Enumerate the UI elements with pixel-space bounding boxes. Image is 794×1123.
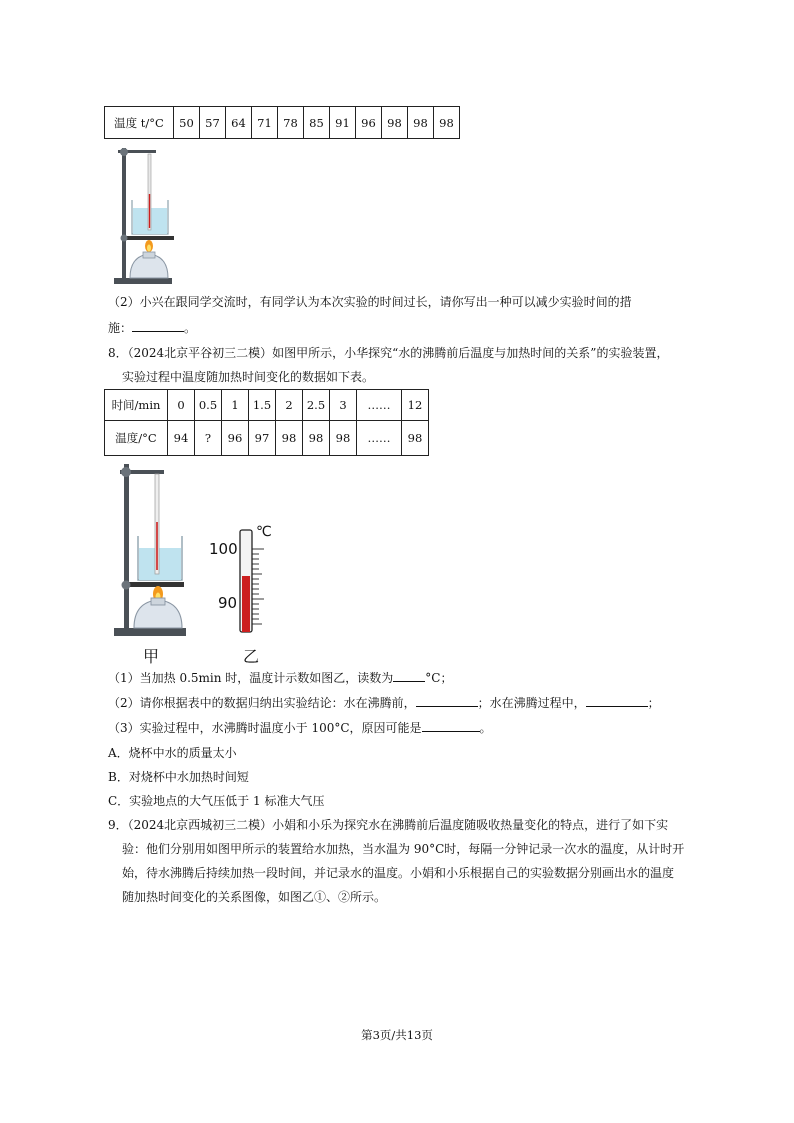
table2-cell: 98	[276, 421, 303, 456]
table1-cell: 71	[252, 107, 278, 139]
table2-cell: 98	[330, 421, 357, 456]
figure-label-jia: 甲	[143, 647, 160, 666]
table1-header: 温度 t/°C	[105, 107, 174, 139]
table1-cell: 98	[408, 107, 434, 139]
answer-blank[interactable]	[393, 669, 425, 682]
q9-line3: 始，待水沸腾后持续加热一段时间，并记录水的温度。小娟和小乐根据自己的实验数据分别画出水的温度	[122, 866, 675, 880]
q8-sub1-text: （1）当加热 0.5min 时，温度计示数如图乙，读数为	[108, 671, 394, 685]
answer-blank[interactable]	[422, 719, 480, 732]
table2-cell: 98	[402, 421, 429, 456]
thermometer-label-100: 100	[209, 540, 238, 558]
table2-cell: 2	[276, 390, 303, 421]
table1-cell: 96	[356, 107, 382, 139]
table2-row1-label: 时间/min	[105, 390, 168, 421]
figure-label-yi: 乙	[243, 647, 260, 666]
table2-cell: ……	[357, 390, 402, 421]
q9-line4: 随加热时间变化的关系图像，如图乙①、②所示。	[122, 890, 387, 904]
table1-cell: 64	[226, 107, 252, 139]
table2-cell: 1	[222, 390, 249, 421]
table2-cell: 0.5	[195, 390, 222, 421]
answer-blank[interactable]	[416, 694, 478, 707]
q8-sub3-end: 。	[479, 721, 492, 735]
table2-cell: 94	[168, 421, 195, 456]
table2-cell: 98	[303, 421, 330, 456]
q2-prev-suffix: 。	[184, 321, 197, 335]
table2-cell: 97	[249, 421, 276, 456]
table1-cell: 98	[434, 107, 460, 139]
q8-intro-line1: 8．（2024北京平谷初三二模）如图甲所示，小华探究“水的沸腾前后温度与加热时间的关系”的实验装置，	[108, 346, 669, 360]
thermometer-label-90: 90	[218, 594, 238, 612]
q8-sub3-text: （3）实验过程中，水沸腾时温度小于 100°C，原因可能是	[108, 721, 422, 735]
page-footer: 第3页/共13页	[361, 1028, 433, 1042]
answer-blank[interactable]	[586, 694, 648, 707]
time-temperature-table	[104, 389, 429, 456]
q8-sub2-text-c: ；	[647, 696, 660, 710]
q2-prev-prefix: 施：	[108, 321, 133, 335]
table2-cell: 96	[222, 421, 249, 456]
q9-line2: 验：他们分别用如图甲所示的装置给水加热，当水温为 90°C时，每隔一分钟记录一次水的温度，从计时开	[122, 842, 685, 856]
q8-sub1-unit: °C；	[425, 671, 453, 685]
table2-cell: 12	[402, 390, 429, 421]
temperature-table-1	[104, 106, 460, 139]
table2-cell: 3	[330, 390, 357, 421]
q8-sub3	[108, 719, 492, 736]
thermometer-figure-yi	[236, 528, 266, 636]
table1-cell: 78	[278, 107, 304, 139]
q8-sub2-text-a: （2）请你根据表中的数据归纳出实验结论：水在沸腾前，	[108, 696, 416, 710]
q2-prev-line2	[108, 319, 196, 336]
answer-blank[interactable]	[132, 319, 184, 332]
boiling-apparatus-figure-jia	[108, 458, 200, 640]
q8-intro-line2: 实验过程中温度随加热时间变化的数据如下表。	[122, 370, 375, 384]
table2-cell: ?	[195, 421, 222, 456]
q8-option-a: A．烧杯中水的质量太小	[108, 746, 237, 760]
q2-prev-line1: （2）小兴在跟同学交流时，有同学认为本次实验的时间过长，请你写出一种可以减少实验时间的措	[108, 295, 632, 309]
q8-sub1	[108, 669, 452, 686]
table2-cell: ……	[357, 421, 402, 456]
table2-cell: 1.5	[249, 390, 276, 421]
q8-sub2	[108, 694, 660, 711]
table2-row2-label: 温度/°C	[105, 421, 168, 456]
table1-cell: 91	[330, 107, 356, 139]
thermometer-unit: ℃	[256, 524, 272, 540]
q8-sub2-text-b: ；水在沸腾过程中，	[477, 696, 586, 710]
boiling-apparatus-figure-small	[108, 142, 178, 287]
table1-cell: 57	[200, 107, 226, 139]
q8-option-c: C．实验地点的大气压低于 1 标准大气压	[108, 794, 325, 808]
table2-cell: 2.5	[303, 390, 330, 421]
q9-line1: 9．（2024北京西城初三二模）小娟和小乐为探究水在沸腾前后温度随吸收热量变化的特点，进行了如下实	[108, 818, 669, 832]
table1-cell: 98	[382, 107, 408, 139]
table2-cell: 0	[168, 390, 195, 421]
table1-cell: 85	[304, 107, 330, 139]
q8-option-b: B．对烧杯中水加热时间短	[108, 770, 249, 784]
table1-cell: 50	[174, 107, 200, 139]
